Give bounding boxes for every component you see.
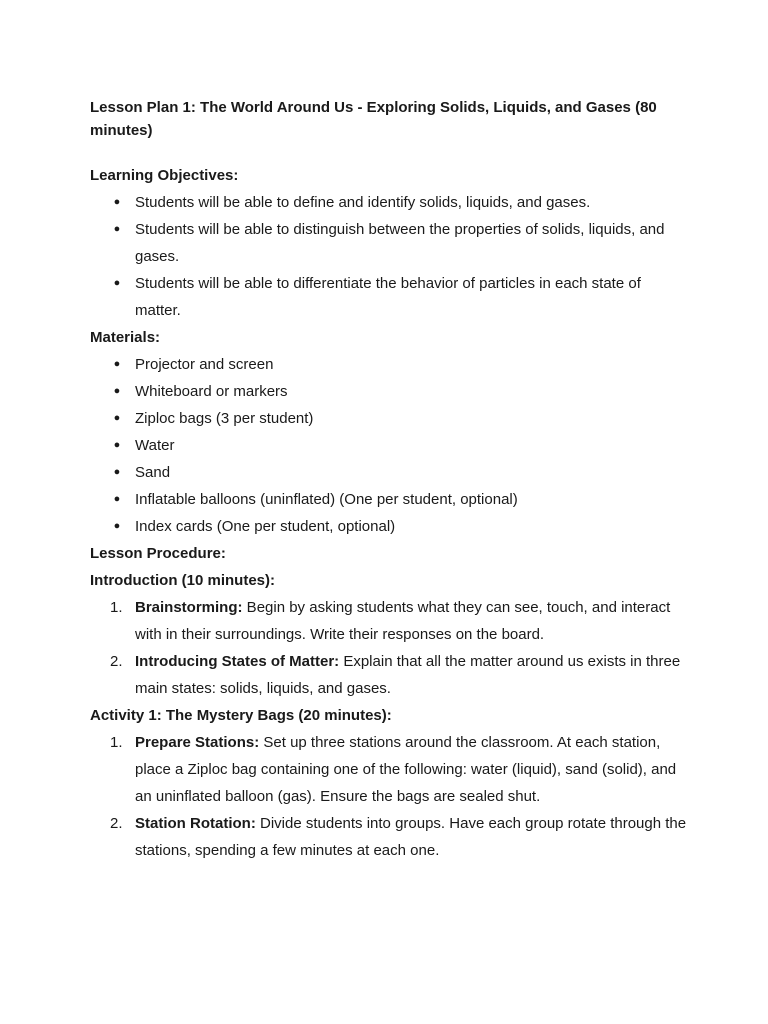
bullet-icon: ● — [113, 493, 121, 505]
list-item-text: Sand — [135, 464, 171, 481]
list-item — [90, 189, 690, 216]
step-text: Set up three stations around the classroom. At each station, place a Ziploc bag containing one of the following: water (liquid), sand (solid), and an uninflated balloon (gas). Ensure the bags are sealed shut. — [135, 734, 677, 805]
list-item — [90, 270, 690, 324]
list-item — [90, 594, 690, 648]
list-item — [90, 432, 690, 459]
step-number: 1. — [110, 734, 123, 751]
bullet-icon: ● — [113, 277, 121, 289]
activity1-steps — [90, 729, 690, 864]
bullet-icon: ● — [113, 520, 121, 532]
list-item — [90, 351, 690, 378]
objectives-heading: Learning Objectives: — [90, 167, 239, 184]
list-item-text: Students will be able to differentiate the behavior of particles in each state of matter. — [135, 275, 641, 319]
list-item — [90, 648, 690, 702]
list-item-text: Whiteboard or markers — [135, 383, 288, 400]
step-text: Begin by asking students what they can see, touch, and interact with in their surroundings. Write their responses on the board. — [135, 599, 671, 643]
list-item-text: Inflatable balloons (uninflated) (One per student, optional) — [135, 491, 518, 508]
step-label: Prepare Stations: — [135, 734, 260, 751]
list-item — [90, 486, 690, 513]
list-item-text: Students will be able to distinguish between the properties of solids, liquids, and gases. — [135, 221, 665, 265]
bullet-icon: ● — [113, 385, 121, 397]
step-label: Introducing States of Matter: — [135, 653, 340, 670]
list-item — [90, 405, 690, 432]
list-item — [90, 513, 690, 540]
list-item-text: Ziploc bags (3 per student) — [135, 410, 314, 427]
step-number: 1. — [110, 599, 123, 616]
materials-list — [90, 351, 690, 540]
objectives-list — [90, 189, 690, 324]
step-number: 2. — [110, 653, 123, 670]
list-item-text: Projector and screen — [135, 356, 274, 373]
list-item — [90, 459, 690, 486]
bullet-icon: ● — [113, 358, 121, 370]
step-label: Brainstorming: — [135, 599, 243, 616]
list-item — [90, 810, 690, 864]
bullet-icon: ● — [113, 439, 121, 451]
bullet-icon: ● — [113, 223, 121, 235]
list-item — [90, 216, 690, 270]
step-text: Divide students into groups. Have each group rotate through the stations, spending a few minutes at each one. — [135, 815, 687, 859]
materials-heading: Materials: — [90, 329, 161, 346]
list-item-text: Water — [135, 437, 175, 454]
list-item-text: Students will be able to define and identify solids, liquids, and gases. — [135, 194, 591, 211]
step-text: Explain that all the matter around us exists in three main states: solids, liquids, and gases. — [135, 653, 681, 697]
step-label: Station Rotation: — [135, 815, 256, 832]
list-item — [90, 378, 690, 405]
procedure-heading: Lesson Procedure: — [90, 545, 226, 562]
introduction-heading: Introduction (10 minutes): — [90, 572, 275, 589]
list-item — [90, 729, 690, 810]
bullet-icon: ● — [113, 196, 121, 208]
list-item-text: Index cards (One per student, optional) — [135, 518, 396, 535]
bullet-icon: ● — [113, 466, 121, 478]
activity1-heading: Activity 1: The Mystery Bags (20 minutes): — [90, 707, 392, 724]
document-page — [90, 96, 690, 864]
introduction-steps — [90, 594, 690, 702]
bullet-icon: ● — [113, 412, 121, 424]
page-title: Lesson Plan 1: The World Around Us - Exploring Solids, Liquids, and Gases (80 minutes) — [90, 99, 657, 139]
step-number: 2. — [110, 815, 123, 832]
